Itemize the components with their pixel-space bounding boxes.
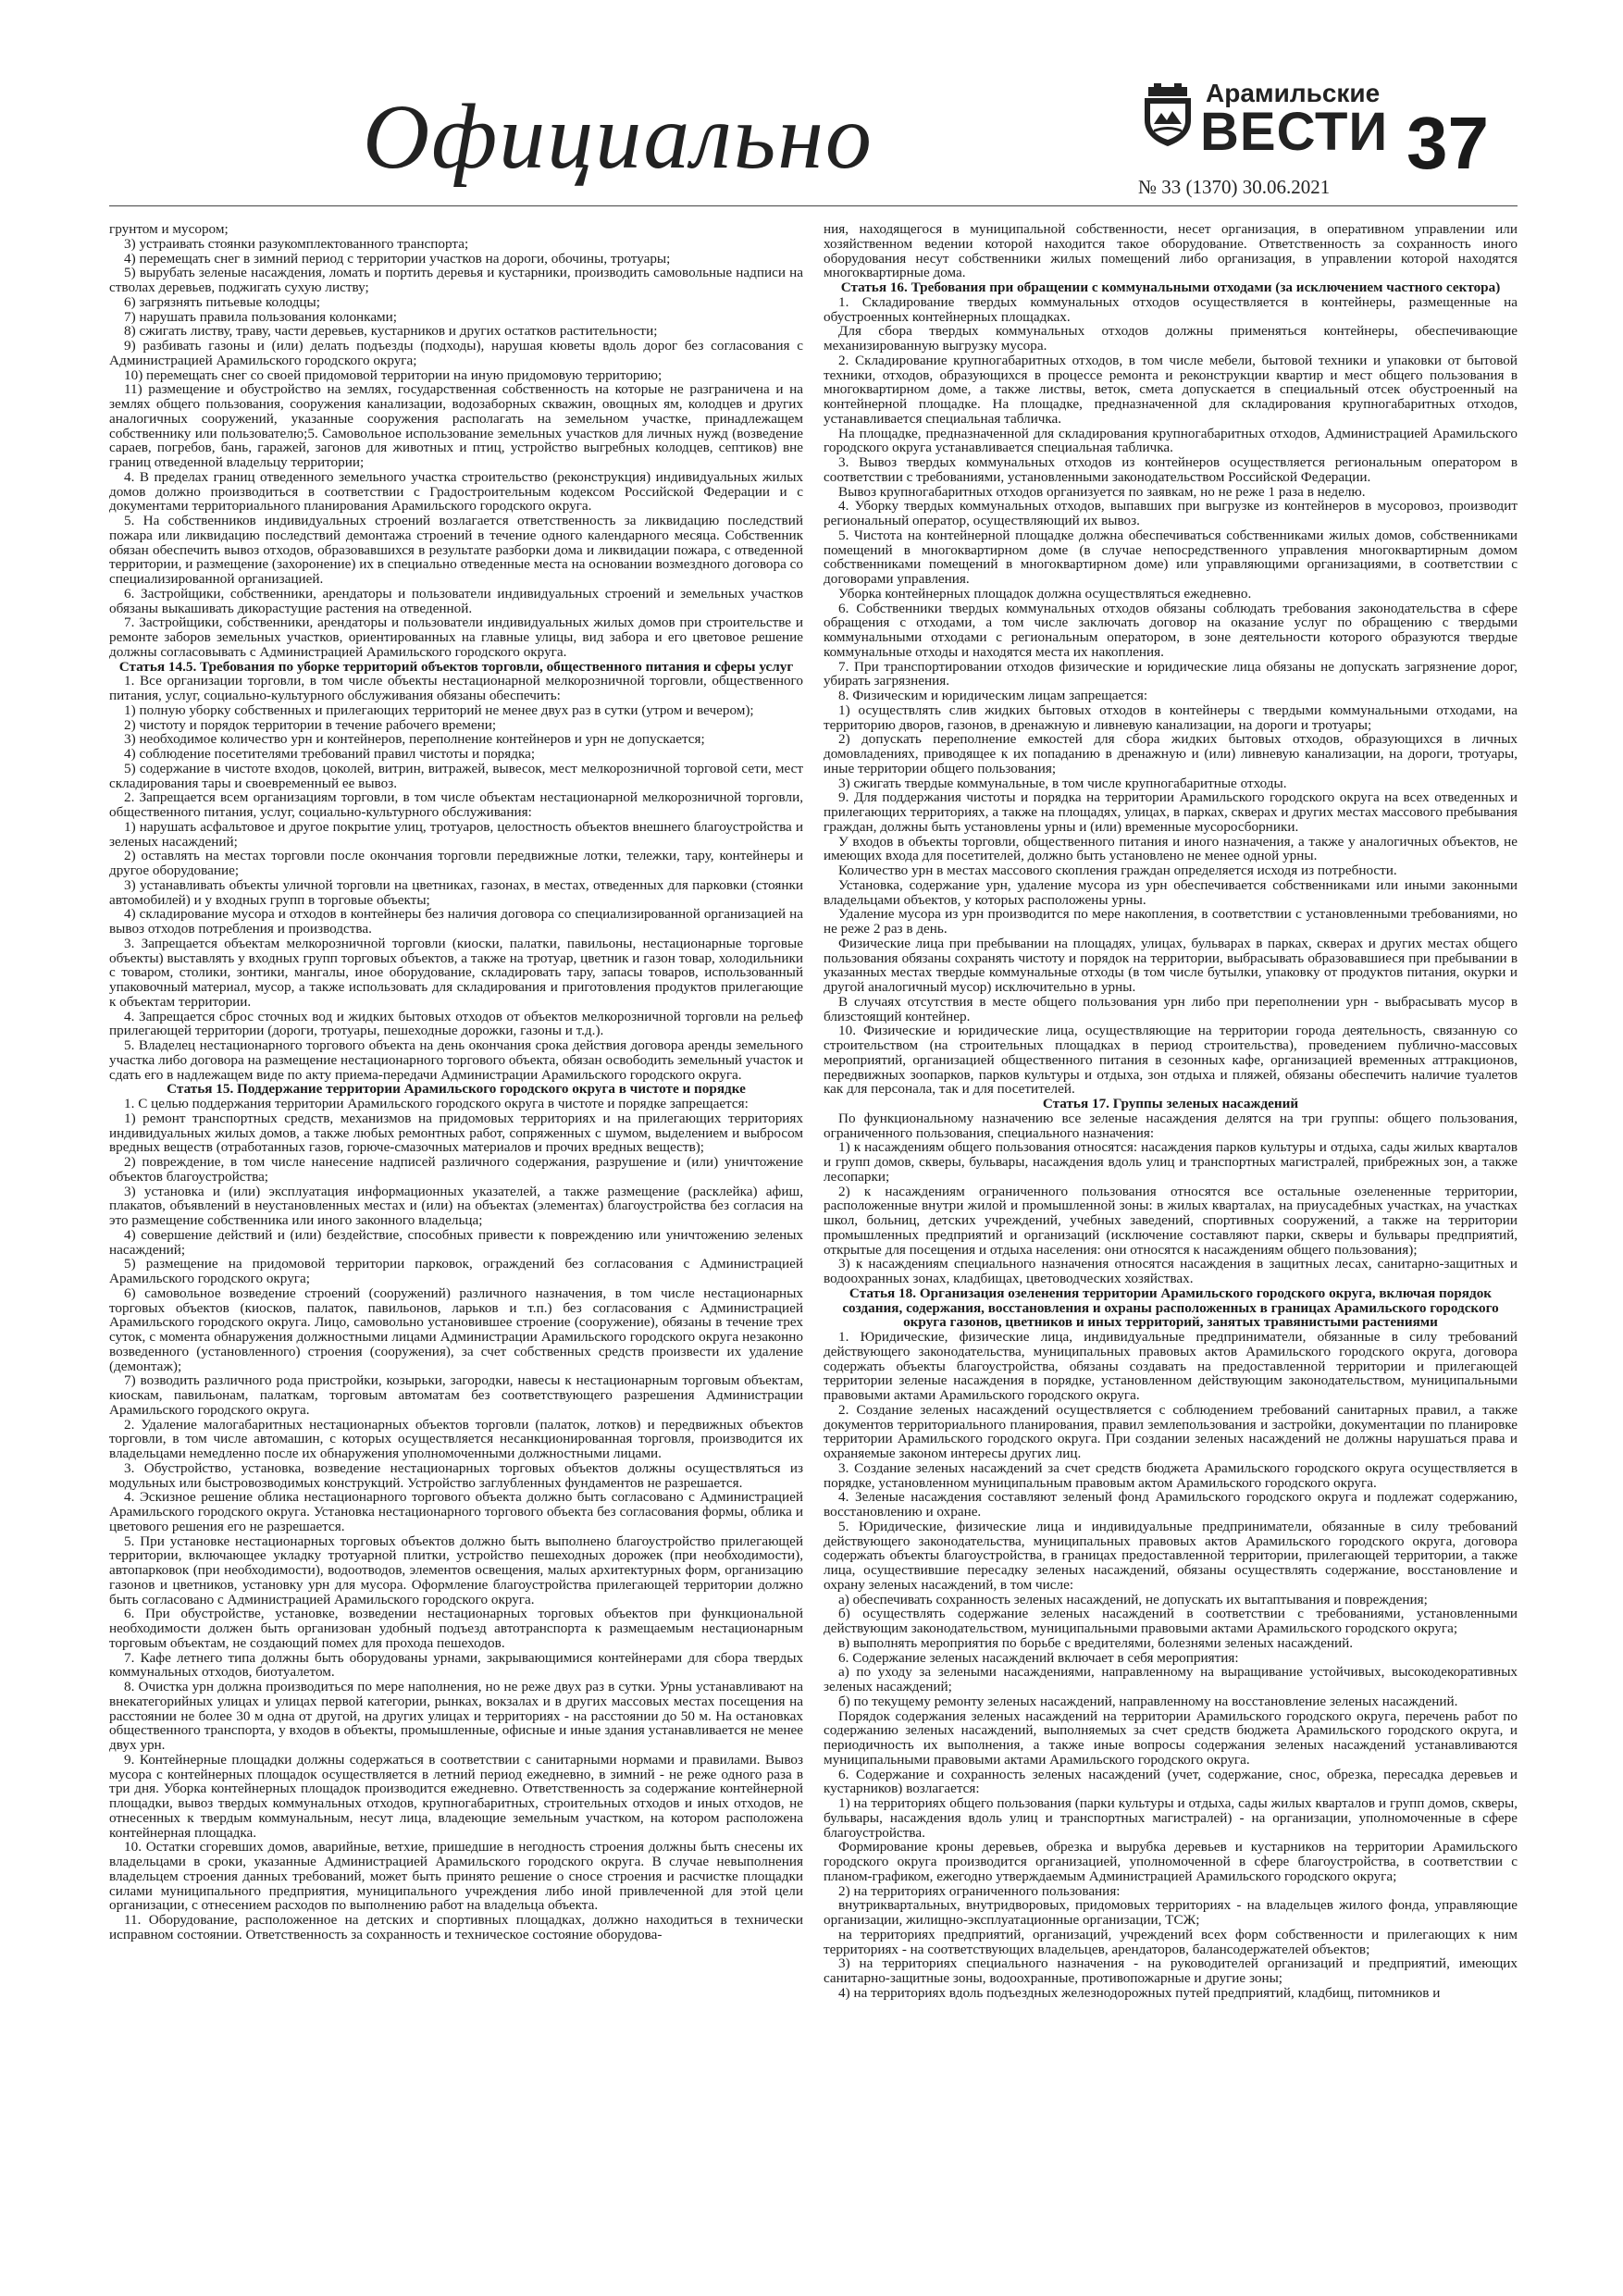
logo-text-big: ВЕСТИ [1200,102,1389,162]
logo-text-small: Арамильские [1206,79,1381,107]
paragraph: 3) на территориях специального назначения - на руководителей организаций и предприятий, имеющих санитарно-защитные зоны, водоохранные, противопожарные и другие зоны; [824,1955,1518,1986]
page-header [0,0,1623,208]
paragraph: 4. В пределах границ отведенного земельного участка строительство (реконструкция) индивидуальных жилых домов должно производиться в соответствии с Градостроительным кодексом Российской Федерации и с документами территориального планирования Арамильского городского округа. [109,468,803,515]
paragraph: 7. Кафе летнего типа должны быть оборудованы урнами, закрывающимися контейнерами для сбора твердых коммунальных отходов, биотуалетом. [109,1649,803,1681]
paragraph: У входов в объекты торговли, общественного питания и иного назначения, а также у аналогичных объектов, не имеющих входа для посетителей, должно быть установлено не менее одной урны. [824,833,1518,864]
paragraph: 4. Запрещается сброс сточных вод и жидких бытовых отходов от объектов мелкорозничной торговли на рельеф прилегающей территории (дороги, тротуары, пешеходные дорожки, газоны и т.д.). [109,1008,803,1039]
text-column-right [824,222,1518,2277]
paragraph: Количество урн в местах массового скопления граждан определяется исходя из потребности. [838,863,1397,878]
paragraph: 1. Все организации торговли, в том числе объекты нестационарной мелкорозничной торговли, общественного питания, услуг, социально-культурного обслуживания обязаны обеспечить: [109,673,803,703]
paragraph: а) по уходу за зелеными насаждениями, направленному на выращивание устойчивых, высокодекоративных зеленых насаждений; [824,1664,1518,1694]
paragraph: б) осуществлять содержание зеленых насаждений в соответствии с требованиями, установленными действующим законодательством, муниципальными правовыми актами Арамильского городского округа; [824,1606,1518,1636]
paragraph: Формирование кроны деревьев, обрезка и вырубка деревьев и кустарников на территории Арамильского городского округа производится организацией, уполномоченной в сфере благоустройства, в соответствии с планом-графиком, ежегодно утверждаемым Администрацией Арамильского городского округа; [824,1839,1518,1884]
city-coat-of-arms-icon [1141,83,1195,146]
paragraph: а) обеспечивать сохранность зеленых насаждений, не допускать их вытаптывания и повреждения; [838,1591,1428,1607]
paragraph: Порядок содержания зеленых насаждений на территории Арамильского городского округа, перечень работ по содержанию зеленых насаждений, выполняемых за счет средств бюджета Арамильского городского округа, и периодичность их выполнения, а также иные вопросы содержания зеленых насаждений устанавливаются муниципальными правовыми актами Арамильского городского округа. [824,1707,1518,1768]
paragraph: в) выполнять мероприятия по борьбе с вредителями, болезнями зеленых насаждений. [838,1634,1354,1651]
paragraph: б) по текущему ремонту зеленых насаждений, направленному на восстановление зеленых насаждений. [838,1693,1458,1709]
article-heading: Статья 16. Требования при обращении с коммунальными отходами (за исключением частного сектора) [840,279,1501,295]
paragraph: В случаях отсутствия в месте общего пользования урн либо при переполнении урн - выбрасывать мусор в близстоящий контейнер. [824,993,1518,1024]
paragraph: 4) на территориях вдоль подъездных железнодорожных путей предприятий, кладбищ, питомников и [838,1984,1441,2001]
paragraph: грунтом и мусором; [109,222,229,237]
paragraph: Для сбора твердых коммунальных отходов должны применяться контейнеры, обеспечивающие механизированную выгрузку мусора. [824,323,1518,354]
paragraph: 7. При транспортировании отходов физические и юридические лица обязаны не допускать загрязнение дорог, убирать загрязнения. [824,658,1518,689]
paragraph: 4. Эскизное решение облика нестационарного торгового объекта должно быть согласовано с Администрацией Арамильского городского округа. Установка нестационарного торгового объекта без согласования формы, облика и цветового решения его не разрешается. [109,1489,803,1534]
paragraph: 6. При обустройстве, установке, возведении нестационарных торговых объектов при функциональной необходимости должен быть организован удобный подъезд автотранспорта к размещаемым нестационарным торговым объектам, не создающий помех для прохода пешеходов. [109,1606,803,1651]
paragraph: внутриквартальных, внутридворовых, придомовых территориях - на владельцев жилого фонда, управляющие организации, жилищно-эксплуатационные организации, ТСЖ; [824,1897,1518,1928]
paragraph: 6. Собственники твердых коммунальных отходов обязаны соблюдать требования законодательства в сфере обращения с отходами, а том числе заключать договор на оказание услуг по обращению с твердыми коммунальными отходами с региональным оператором, в зоне деятельности которого образуются твердые коммунальные отходы и находятся места их накопления. [824,600,1518,660]
text-column-left [109,222,803,2277]
paragraph: 2) на территориях ограниченного пользования: [838,1882,1121,1899]
paragraph: 1) полную уборку собственных и прилегающих территорий не менее двух раз в сутки (утром и вечером); [124,701,754,718]
paragraph: 3) устанавливать объекты уличной торговли на цветниках, газонах, в местах, отведенных для парковки (стоянки автомобилей) и у входных групп в торговые объекты; [109,876,803,908]
paragraph: 1) на территориях общего пользования (парки культуры и отдыха, сады жилых кварталов и групп домов, скверы, бульвары, насаждения вдоль улиц и транспортных магистралей) - на организации, уполномоченные в сфере благоустройства. [824,1795,1518,1841]
paragraph: 8. Физическим и юридическим лицам запрещается: [838,688,1148,703]
page-number: 37 [1406,102,1489,184]
paragraph: На площадке, предназначенной для складирования крупногабаритных отходов, Администрацией Арамильского городского округа устанавливается специальная табличка. [824,425,1518,456]
paragraph: 1. Складирование твердых коммунальных отходов осуществляется в контейнеры, размещенные на обустроенных контейнерных площадках. [824,293,1518,325]
paragraph: Вывоз крупногабаритных отходов организуется по заявкам, но не реже 1 раза в неделю. [838,483,1366,500]
paragraph: Установка, содержание урн, удаление мусора из урн обеспечивается собственниками или иными законными владельцами объектов, у которых расположены урны. [824,876,1518,908]
paragraph: 2) повреждение, в том числе нанесение надписей различного содержания, разрушение и (или) уничтожение объектов благоустройства; [109,1154,803,1185]
paragraph: 1. Юридические, физические лица, индивидуальные предприниматели, обязанные в силу требований действующего законодательства, муниципальных правовых актов Арамильского городского округа, договора содержать объекты благоустройства, обязаны создавать на предоставленной территории и прилегающей территории зеленые насаждения в порядке, установленном действующим законодательством, муниципальными правовыми актами Арамильского городского округа. [824,1329,1518,1403]
paragraph: 1) нарушать асфальтовое и другое покрытие улиц, тротуаров, целостность объектов внешнего благоустройства и зеленых насаждений; [109,818,803,850]
paragraph: 5) вырубать зеленые насаждения, ломать и портить деревья и кустарники, производить самовольные надписи на стволах деревьев, поджигать сухую листву; [109,265,803,295]
paragraph: 5. На собственников индивидуальных строений возлагается ответственность за ликвидацию последствий пожара или ликвидацию последствий демонтажа строений в течение одного календарного месяца. Собственник обязан обеспечить вывоз отходов, образовавшихся в результате разборки дома и ликвидации пожара, с отведенной территории, и размещение (захоронение) их в специально отведенные места на основании возмездного договора со специализированной организацией. [109,513,803,587]
paragraph: 4) совершение действий и (или) бездействие, способных привести к повреждению или уничтожению зеленых насаждений; [109,1226,803,1258]
paragraph: 5) содержание в чистоте входов, цоколей, витрин, витражей, вывесок, мест мелкорозничной торговой сети, мест складирования тары и своевременный ее вывоз. [109,760,803,791]
paragraph: 2. Удаление малогабаритных нестационарных объектов торговли (палаток, лотков) и передвижных объектов торговли, в том числе автомашин, с которых осуществляется несанкционированная торговля, производится их владельцами немедленно после их обнаружения уполномоченными должностными лицами. [109,1416,803,1461]
paragraph: 2) допускать переполнение емкостей для сбора жидких бытовых отходов, образующихся в личных домовладениях, приводящее к их попаданию в дренажную и (или) ливневую канализации, на дороги, тротуары, иные территории общего пользования; [824,731,1518,776]
paragraph: 5) размещение на придомовой территории парковок, ограждений без согласования с Администрацией Арамильского городского округа; [109,1256,803,1286]
paragraph: 1. С целью поддержания территории Арамильского городского округа в чистоте и порядке запрещается: [124,1096,749,1111]
paragraph: 1) к насаждениям общего пользования относятся: насаждения парков культуры и отдыха, сады жилых кварталов и групп домов, скверы, бульвары, насаждения вдоль улиц и транспортных магистралей, прибрежных зон, а также лесопарки; [824,1139,1518,1185]
article-heading: Статья 14.5. Требования по уборке территорий объектов торговли, общественного питания и сферы услуг [118,658,794,675]
paragraph: 5. Чистота на контейнерной площадке должна обеспечиваться собственниками жилых домов, собственниками помещений в многоквартирном доме (в случае непосредственного управления многоквартирным домом собственниками помещений в многоквартирном доме) или управляющими организациями, в соответствии с договорами управления. [824,527,1518,587]
paragraph: 9. Для поддержания чистоты и порядка на территории Арамильского городского округа на всех отведенных и прилегающих территориях, а также на площадях, улицах, в парках, скверах и других местах массового пребывания граждан, должны быть установлены урны и (или) временные мусоросборники. [824,789,1518,835]
section-title: Официально [363,85,873,188]
paragraph: 3) необходимое количество урн и контейнеров, переполнение контейнеров и урн не допускается; [124,731,705,748]
paragraph: 5. Юридические, физические лица и индивидуальные предприниматели, обязанные в силу требований действующего законодательства, муниципальных правовых актов Арамильского городского округа, договора содержать объекты благоустройства, в границах предоставленной территории, прилегающей территории, а также лица, осуществившие пересадку зеленых насаждений, обязаны осуществлять содержание, восстановление и охрану зеленых насаждений, в том числе: [824,1518,1518,1593]
paragraph: 2. Складирование крупногабаритных отходов, в том числе мебели, бытовой техники и упаковки от бытовой техники, отходов, образующихся в процессе ремонта и реконструкции квартир и мест общего пользования в многоквартирном доме, а также листвы, веток, смета допускается в специальный отсек обустроенный на контейнерной площадке. На площадке, предназначенной для складирования крупногабаритных отходов, устанавливается специальная табличка. [824,352,1518,427]
paragraph: 1) ремонт транспортных средств, механизмов на придомовых территориях и на прилегающих территориях индивидуальных жилых домов, а также любых ремонтных работ, сопряженных с шумом, выделением и выбросом вредных веществ (отработанных газов, горюче-смазочных материалов и прочих вредных веществ); [109,1110,803,1156]
article-heading: Статья 15. Поддержание территории Арамильского городского округа в чистоте и порядке [167,1081,746,1098]
paragraph: 2) к насаждениям ограниченного пользования относятся все остальные озелененные территории, расположенные внутри жилой и промышленной зоны: в жилых кварталах, на приусадебных участках, на участках школ, больниц, детских учреждений, учебных заведений, спортивных сооружений, а также на территории промышленных предприятий и организаций (исключение составляют парки, скверы и бульвары предприятий, открытые для посещения и отдыха населения: они относятся к насаждениям общего пользования); [824,1183,1518,1258]
paragraph: ния, находящегося в муниципальной собственности, несет организация, в оперативном управлении или хозяйственном ведении которой находится такое оборудование. Ответственность за сохранность иного оборудования несут собственники жилых помещений либо организация, в управлении которой находятся многоквартирные дома. [824,222,1518,281]
paragraph: 4. Уборку твердых коммунальных отходов, выпавших при выгрузке из контейнеров в мусоровоз, производит региональный оператор, осуществляющий их вывоз. [824,498,1518,528]
paragraph: 3. Создание зеленых насаждений за счет средств бюджета Арамильского городского округа осуществляется в порядке, установленном муниципальным правовым актом Арамильского городского округа. [824,1459,1518,1491]
paragraph: 9) разбивать газоны и (или) делать подъезды (подходы), нарушая кюветы вдоль дорог без согласования с Администрацией Арамильского городского округа; [109,338,803,368]
article-heading: Статья 18. Организация озеленения территории Арамильского городского округа, включая порядок создания, содержания, восстановления и охраны расположенных в границах Арамильского городского округа газонов, цветников и иных территорий, занятых травянистыми растениями [842,1285,1499,1331]
paragraph: 10) перемещать снег со своей придомовой территории на иную придомовую территорию; [124,366,663,383]
paragraph: 4) соблюдение посетителями требований правил чистоты и порядка; [124,746,536,762]
paragraph: 9. Контейнерные площадки должны содержаться в соответствии с санитарными нормами и правилами. Вывоз мусора с контейнерных площадок осуществляется в летний период ежедневно, в зимний - не реже одного раза в три дня. Уборка контейнерных площадок производится ежедневно. Ответственность за содержание контейнерной площадки, вывоз твердых коммунальных отходов, крупногабаритных, строительных отходов и иных отходов, не отнесенных к твердым коммунальным, несут лица, владеющие земельным участком, на котором расположена контейнерная площадка. [109,1751,803,1841]
paragraph: 3. Обустройство, установка, возведение нестационарных торговых объектов должны осуществляться из модульных или быстровозводимых конструкций. Устройство заглубленных фундаментов не разрешается. [109,1459,803,1491]
paragraph: 3. Запрещается объектам мелкорозничной торговли (киоски, палатки, павильоны, нестационарные торговые объекты) выставлять у входных групп торговых объектов, а также на тротуар, цветник и газон товар, холодильники с товаром, столики, зонтики, мангалы, иное оборудование, складировать тару, запасы товаров, использованный упаковочный материал, мусор, а также использовать для складирования и приготовления продуктов прилегающие к объектам территории. [109,935,803,1010]
paragraph: 6. Застройщики, собственники, арендаторы и пользователи индивидуальных строений и земельных участков обязаны выкашивать дикорастущие растения на отведенной. [109,585,803,616]
paragraph: 1) осуществлять слив жидких бытовых отходов в контейнеры с твердыми коммунальными отходами, на территорию дворов, газонов, в дренажную и ливневую канализации, на дороги и тротуары; [824,701,1518,733]
issue-date: № 33 (1370) 30.06.2021 [1138,176,1331,198]
paragraph: 4. Зеленые насаждения составляют зеленый фонд Арамильского городского округа и подлежат содержанию, восстановлению и охране. [824,1489,1518,1520]
paragraph: 2) оставлять на местах торговли после окончания торговли передвижные лотки, тележки, тару, контейнеры и другое оборудование; [109,848,803,878]
paragraph: 7) возводить различного рода пристройки, козырьки, загородки, навесы к нестационарным торговым объектам, киоскам, павильонам, палаткам, торговым автоматам без соответствующего разрешения Администрации Арамильского городского округа. [109,1372,803,1418]
newspaper-logo [1132,63,1389,162]
paragraph: 11) размещение и обустройство на землях, государственная собственность на которые не разграничена и на землях общего пользования, сооружения канализации, водозаборных скважин, овощных ям, колодцев и других аналогичных сооружений, указанные сооружения располагать на земельном участке, принадлежащем собственнику или пользователю;5. Самовольное использование земельных участков для личных нужд (возведение сараев, погребов, бань, гаражей, загонов для животных и птиц, устройство выгребных колодцев, септиков) вне границ отведенной владельцу территории; [109,381,803,470]
paragraph: Удаление мусора из урн производится по мере накопления, в соответствии с установленными требованиями, но не реже 2 раз в день. [824,906,1518,937]
paragraph: Уборка контейнерных площадок должна осуществляться ежедневно. [838,585,1252,602]
paragraph: 8) сжигать листву, траву, части деревьев, кустарников и других остатков растительности; [124,323,658,340]
paragraph: 3. Вывоз твердых коммунальных отходов из контейнеров осуществляется региональным оператором в соответствии с требованиями, установленными законодательством Российской Федерации. [824,454,1518,485]
paragraph: 3) установка и (или) эксплуатация информационных указателей, а также размещение (расклейка) афиш, плакатов, объявлений в неустановленных местах и (или) на объектах (элементах) благоустройства без согласия на это размещение собственника или иного законного владельца; [109,1183,803,1228]
article-heading: Статья 17. Группы зеленых насаждений [1042,1096,1299,1111]
paragraph: 7) нарушать правила пользования колонками; [124,308,398,325]
paragraph: 5. При установке нестационарных торговых объектов должно быть выполнено благоустройство прилегающей территории, включающее укладку тротуарной плитки, устройство пешеходных дорожек (при необходимости), автопарковок (при необходимости), водоотводов, элементов освещения, малых архитектурных форм, организацию газонов и цветников, установку урн для мусора. Оформление благоустройства прилегающей территории должно быть согласовано с Администрацией Арамильского городского округа. [109,1533,803,1607]
paragraph: Физические лица при пребывании на площадях, улицах, бульварах в парках, скверах и других местах общего пользования обязаны сохранять чистоту и порядок на территории, выбрасывать образовавшиеся при пребывании в указанных местах твердые коммунальные отходы (в том числе бутылки, упаковку от продуктов питания, окурки и другой аналогичный мусор) исключительно в урны. [824,935,1518,995]
paragraph: 8. Очистка урн должна производиться по мере наполнения, но не реже двух раз в сутки. Урны устанавливают на внекатегорийных улицах и улицах первой категории, рынках, вокзалах и в других массовых местах посещения на расстоянии не более 30 м одна от другой, на других улицах и территориях - на расстоянии до 50 м. На остановках общественного транспорта, у входов в объекты, промышленные, офисные и иные здания устанавливается не менее двух урн. [109,1679,803,1753]
paragraph: 3) устраивать стоянки разукомплектованного транспорта; [124,235,469,252]
paragraph: 6) самовольное возведение строений (сооружений) различного назначения, в том числе нестационарных торговых объектов (киосков, палаток, павильонов, ларьков и т.п.) без согласования с Администрацией Арамильского городского округа. Лицо, самовольно установившее строение (сооружение), обязаны в течение трех суток, с момента обнаружения должностными лицами Администрации Арамильского городского округа незаконно возведенного (установленного) строения (сооружения), за счет собственных средств произвести их удаление (демонтаж); [109,1285,803,1374]
paragraph: 3) к насаждениям специального назначения относятся насаждения в защитных лесах, санитарно-защитных и водоохранных зонах, кладбищах, цветоводческих хозяйствах. [824,1256,1518,1286]
paragraph: 5. Владелец нестационарного торгового объекта на день окончания срока действия договора аренды земельного участка либо договора на размещение нестационарного торгового объекта, обязан освободить земельный участок и сдать его в надлежащем виде по акту приема-передачи Администрации Арамильского городского округа. [109,1037,803,1083]
paragraph: 4) перемещать снег в зимний период с территории участков на дороги, обочины, тротуары; [124,250,671,267]
paragraph: на территориях предприятий, организаций, учреждений всех форм собственности и прилегающих к ним территориях - на соответствующих владельцев, арендаторов, балансодержателей объектов; [824,1926,1518,1957]
paragraph: 6. Содержание и сохранность зеленых насаждений (учет, содержание, снос, обрезка, пересадка деревьев и кустарников) возлагается: [824,1766,1518,1797]
header-divider [109,205,1518,206]
paragraph: 6. Содержание зеленых насаждений включает в себя мероприятия: [838,1649,1239,1666]
paragraph: 7. Застройщики, собственники, арендаторы и пользователи индивидуальных жилых домов при строительстве и ремонте заборов земельных участков, ориентированных на главные улицы, вид забора и его цветовое решение должны согласовывать с Администрацией Арамильского городского округа. [109,614,803,660]
paragraph: 10. Остатки сгоревших домов, аварийные, ветхие, пришедшие в негодность строения должны быть снесены их владельцами в сроки, указанные Администрацией Арамильского городского округа. В случае невыполнения владельцем строения данных требований, может быть принято решение о сносе строения и расчистке площадки силами муниципального предприятия, муниципального учреждения либо иной привлеченной для этой цели организации, с отнесением расходов по выполнению работ на владельца объекта. [109,1839,803,1914]
paragraph: 6) загрязнять питьевые колодцы; [124,293,320,310]
paragraph: 2. Создание зеленых насаждений осуществляется с соблюдением требований санитарных правил, а также документов территориального планирования, правил землепользования и застройки, документации по планировке территории Арамильского городского округа. При создании зеленых насаждений не должны нарушаться права и охраняемые законом интересы других лиц. [824,1401,1518,1461]
paragraph: 4) складирование мусора и отходов в контейнеры без наличия договора со специализированной организацией на вывоз отходов потребления и производства. [109,906,803,937]
paragraph: 3) сжигать твердые коммунальные, в том числе крупногабаритные отходы. [838,775,1287,791]
paragraph: 10. Физические и юридические лица, осуществляющие на территории города деятельность, связанную со строительством (на строительных площадках в период строительства), проведением публично-массовых мероприятий, организацией общественного питания в сезонных кафе, организацией временных аттракционов, передвижных зоопарков, парков культуры и отдыха, зон отдыха и пляжей, обязаны обеспечить наличие туалетов как для персонала, так и для посетителей. [824,1023,1518,1098]
paragraph: 2. Запрещается всем организациям торговли, в том числе объектам нестационарной мелкорозничной торговли, общественного питания, услуг, социально-культурного обслуживания: [109,789,803,820]
paragraph: 2) чистоту и порядок территории в течение рабочего времени; [124,716,497,733]
paragraph: 11. Оборудование, расположенное на детских и спортивных площадках, должно находиться в технически исправном состоянии. Ответственность за сохранность и техническое состояние оборудова- [109,1912,803,1942]
paragraph: По функциональному назначению все зеленые насаждения делятся на три группы: общего пользования, ограниченного пользования, специального назначения: [824,1110,1518,1141]
